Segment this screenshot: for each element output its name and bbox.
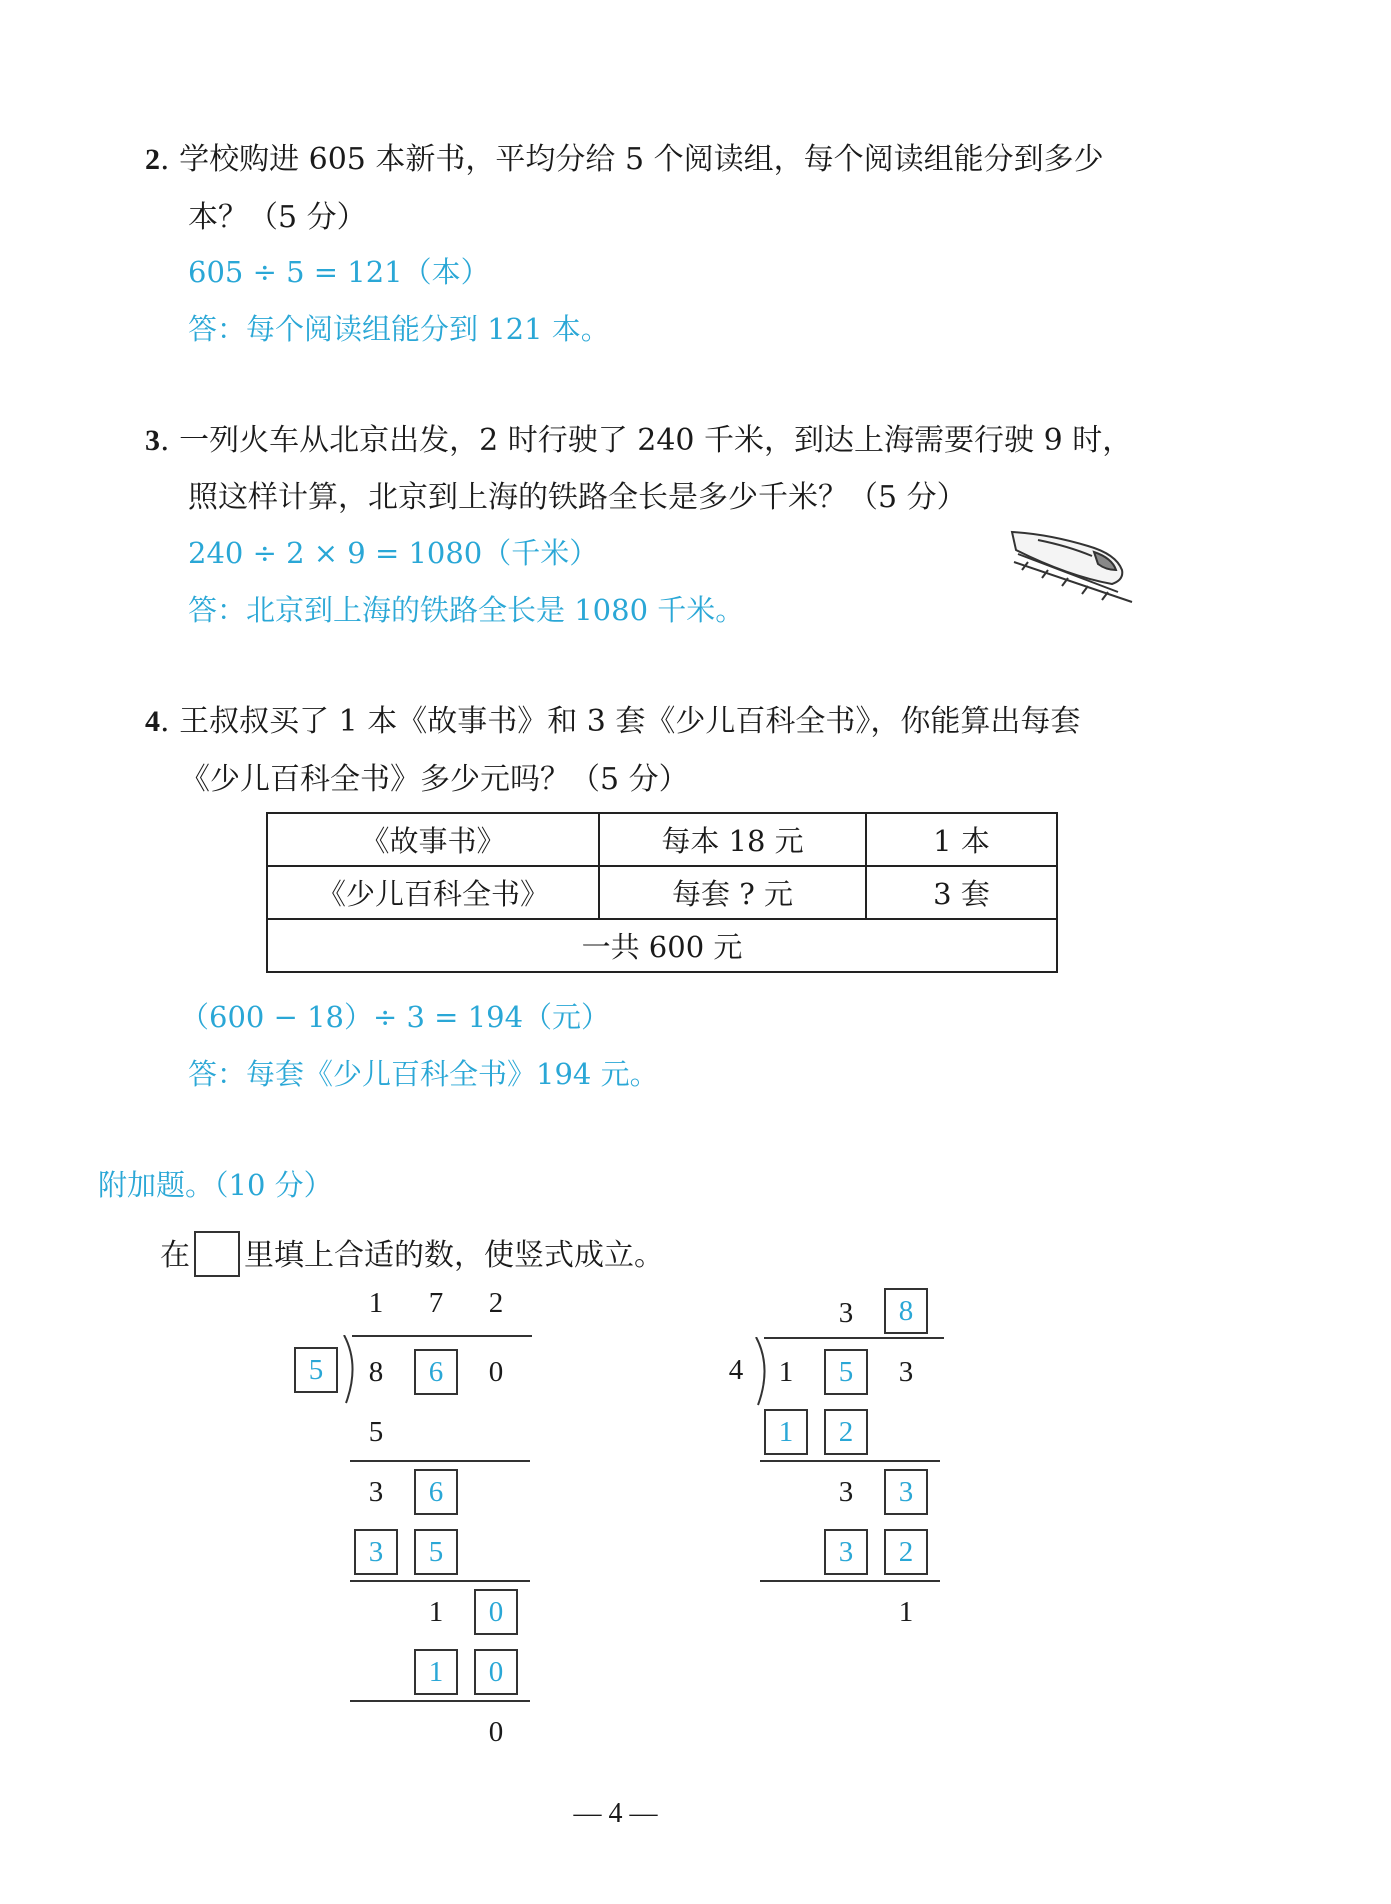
div1-sub2-digit: 5 — [428, 1536, 444, 1568]
q4-equation: （600 − 18）÷ 3 = 194（元） — [180, 1000, 611, 1034]
div2-divisor: 4 — [728, 1354, 744, 1386]
div2-dividend-digit: 1 — [778, 1356, 794, 1388]
div2-line2 — [760, 1580, 940, 1582]
div1-sub3-digit: 0 — [488, 1656, 504, 1688]
bonus-title: 附加题。（10 分） — [98, 1168, 333, 1202]
q4-number: 4 — [145, 705, 160, 738]
table-cell: 每本 18 元 — [599, 813, 866, 866]
div1-rem2-digit: 0 — [488, 1596, 504, 1628]
instruction-prefix: 在 — [160, 1238, 190, 1273]
div1-rem1-digit: 6 — [428, 1476, 444, 1508]
div1-quotient-digit: 2 — [488, 1287, 504, 1319]
div1-dividend-digit: 8 — [368, 1356, 384, 1388]
q4-text-line1: 4. 王叔叔买了 1 本《故事书》和 3 套《少儿百科全书》，你能算出每套 — [145, 704, 1081, 739]
div1-sub3-digit: 1 — [428, 1656, 444, 1688]
bonus-instruction — [160, 1230, 664, 1277]
table-row — [267, 866, 1057, 919]
q2-line1: 学校购进 605 本新书，平均分给 5 个阅读组，每个阅读组能分到多少 — [179, 142, 1104, 177]
table-cell: 3 套 — [866, 866, 1057, 919]
div1-dividend-digit: 0 — [488, 1356, 504, 1388]
table-cell: 1 本 — [866, 813, 1057, 866]
page-number: — 4 — — [573, 1798, 658, 1829]
div1-rem1-digit: 3 — [368, 1476, 384, 1508]
price-table — [266, 812, 1058, 973]
div2-dividend-digit: 3 — [898, 1356, 914, 1388]
q4-answer: 答：每套《少儿百科全书》194 元。 — [188, 1057, 659, 1091]
instruction-box — [194, 1231, 240, 1277]
div2-quotient-digit: 8 — [898, 1295, 914, 1327]
q3-number: 3 — [145, 424, 160, 457]
div2-quotient-digit: 3 — [838, 1297, 854, 1329]
q2-answer: 答：每个阅读组能分到 121 本。 — [188, 312, 610, 346]
table-total: 一共 600 元 — [267, 919, 1057, 972]
div1-divisor: 5 — [308, 1354, 324, 1386]
table-row — [267, 919, 1057, 972]
q3-equation: 240 ÷ 2 × 9 = 1080（千米） — [188, 536, 599, 570]
div1-quotient-digit: 7 — [428, 1287, 444, 1319]
q4-line2: 《少儿百科全书》多少元吗？（5 分） — [180, 762, 689, 797]
q2-equation: 605 ÷ 5 = 121（本） — [188, 255, 490, 289]
div2-dividend-digit: 5 — [838, 1356, 854, 1388]
q3-line2: 照这样计算，北京到上海的铁路全长是多少千米？（5 分） — [188, 480, 967, 515]
div2-final-remainder: 1 — [898, 1596, 914, 1628]
q2-text-line1: 2. 学校购进 605 本新书，平均分给 5 个阅读组，每个阅读组能分到多少 — [145, 142, 1104, 177]
div1-bar — [352, 1335, 532, 1337]
div1-line1 — [350, 1460, 530, 1462]
instruction-suffix: 里填上合适的数，使竖式成立。 — [244, 1238, 664, 1273]
div2-bar — [764, 1337, 944, 1339]
div1-final-remainder: 0 — [488, 1716, 504, 1748]
div1-line3 — [350, 1700, 530, 1702]
train-icon — [1008, 526, 1140, 608]
div1-rem2-digit: 1 — [428, 1596, 444, 1628]
table-cell: 《故事书》 — [267, 813, 599, 866]
div1-line2 — [350, 1580, 530, 1582]
div2-rem1-digit: 3 — [838, 1476, 854, 1508]
q3-line1: 一列火车从北京出发，2 时行驶了 240 千米，到达上海需要行驶 9 时， — [179, 423, 1133, 458]
table-cell: 《少儿百科全书》 — [267, 866, 599, 919]
div2-sub1-digit: 1 — [778, 1416, 794, 1448]
q4-line1: 王叔叔买了 1 本《故事书》和 3 套《少儿百科全书》，你能算出每套 — [179, 704, 1081, 739]
div1-quotient-digit: 1 — [368, 1287, 384, 1319]
div1-sub1: 5 — [368, 1416, 384, 1448]
div2-sub2-digit: 3 — [838, 1536, 854, 1568]
div2-sub2-digit: 2 — [898, 1536, 914, 1568]
table-row — [267, 813, 1057, 866]
q2-line2: 本？（5 分） — [188, 200, 367, 235]
div2-line1 — [760, 1460, 940, 1462]
table-cell: 每套 ? 元 — [599, 866, 866, 919]
q2-number: 2 — [145, 143, 160, 176]
div2-sub1-digit: 2 — [838, 1416, 854, 1448]
div2-rem1-digit: 3 — [898, 1476, 914, 1508]
div1-dividend-digit: 6 — [428, 1356, 444, 1388]
div1-sub2-digit: 3 — [368, 1536, 384, 1568]
q3-text-line1: 3. 一列火车从北京出发，2 时行驶了 240 千米，到达上海需要行驶 9 时， — [145, 423, 1133, 458]
q3-answer: 答：北京到上海的铁路全长是 1080 千米。 — [188, 593, 745, 627]
